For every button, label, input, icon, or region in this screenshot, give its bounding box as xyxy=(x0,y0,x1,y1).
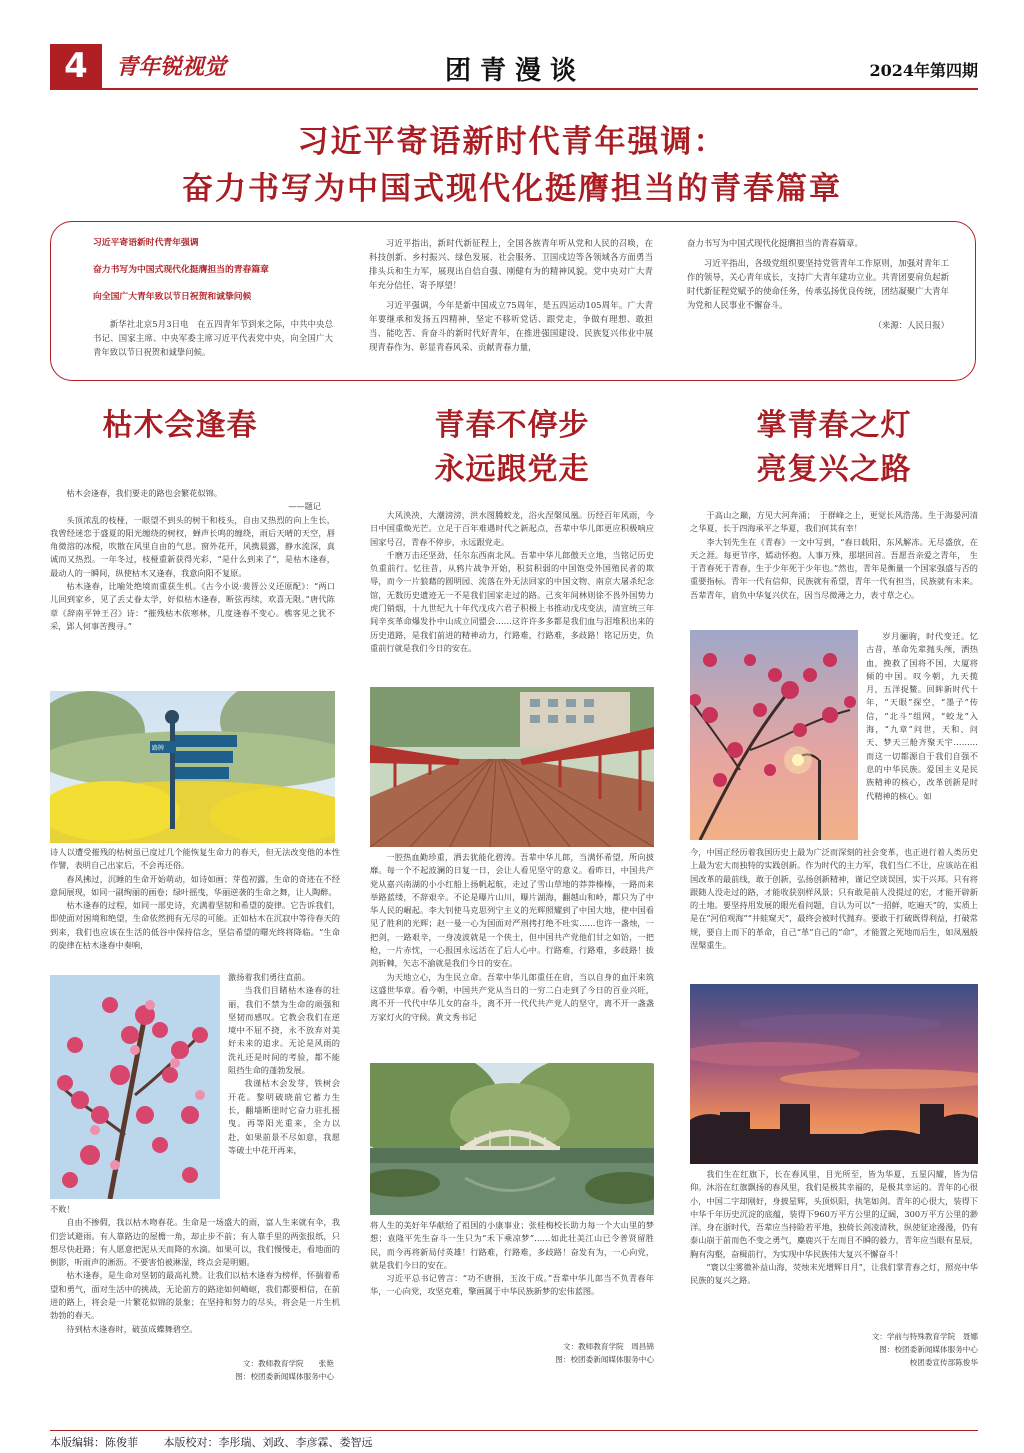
col1-paragraph: 我谨枯木会发芽，铁树会开花。黎明破晓前它蓄力生长，翻墙断崖时它奋力驻扎摇曳。再等阳光重来，全力以赴，如果前景不尽如意，我愿等破土中花开再来， xyxy=(228,1078,340,1155)
col1-photo-blossoms xyxy=(50,975,220,1199)
col1-credit-text: 文：教师教育学院 张艳 xyxy=(242,1359,334,1368)
col2-photo-boardwalk xyxy=(370,687,654,847)
col2-photo-bridge xyxy=(370,1063,654,1215)
summary-red-title-3: 向全国广大青年致以节日祝贺和诚挚问候 xyxy=(93,292,252,302)
col1-epigraph-sign: ——题记 xyxy=(288,501,321,512)
summary-paragraph: 习近平指出，各级党组织要坚持党管青年工作原则，加强对青年工作的领导，关心青年成长，支持广大青年建功立业。共青团要肩负起新时代新征程党赋予的使命任务，传承弘扬优良传统，团结凝聚广大青年为党和人民事业不懈奋斗。 xyxy=(687,258,949,310)
bridge-pond-image xyxy=(370,1063,654,1215)
col1-paragraph: 枯木逢春的过程，如同一部史诗，充满着坚韧和希望的旋律。它告诉我们，即使面对困境和绝望，生命依然拥有无尽的可能。正如枯木在沉寂中等待春天的到来，我们也应该在生活的低谷中保持信念，坚信希望的曙光终将降临。“生命的旋律在枯木逢春中奏响， xyxy=(50,900,340,951)
col3-credit-photo-2: 校团委宣传部陈俊华 xyxy=(909,1358,978,1367)
col1-paragraph: 头顶浓乱的枝桠，一眼望不到头的树干和枝头，自由又热烈的向上生长，我曾经迷恋于盛夏的阳光缠绕的树杈，蝉声长鸣的缠绕，雨后天晴的天空，唇角微溶的冰棍，吹散在风里自由的气息。窗外花开，风携晨露，静水流深，真诚而又热烈。一年冬过，枝桠重新获得光彩，“是什么到来了”，是枯木逢春，最动人的一瞬间，纵使枯木又逢春，我意向阳不复原。 xyxy=(50,514,335,578)
col1-paragraph: 激扬着我们勇往直前。 xyxy=(228,972,310,982)
footer-proofread: 本版校对：李彤瑞、刘政、李彦霖、娄智远 xyxy=(163,1436,373,1449)
col2-paragraph: 习近平总书记曾言：“功不唐捐，玉汝于成。”吾辈中华儿郎当不负青春年华，一心向党，攻坚克难，擎画属于中华民族新梦的宏伟蓝图。 xyxy=(370,1273,654,1297)
col3-title-1: 掌青春之灯 xyxy=(756,408,912,443)
col3-credits xyxy=(760,1330,978,1369)
col2-credits xyxy=(440,1340,654,1366)
col3-photo-lamp xyxy=(690,630,858,840)
col1-paragraph: 自由不掺假，我以枯木吻春花。生命是一场盛大的雨，富人生来就有伞，我们尝试避雨。有人靠路边的屋檐一角，却止步不前；有人靠手里的两张报纸，只想尽快赶路；有人愿意把泥从天而降的水滴。如果可以，我们慢慢走，看地面的倒影，听雨声的淅沥。不要害怕被淋湿，终点会是明媚。 xyxy=(50,1217,340,1268)
col2-paragraph: 一腔热血勤珍重，洒去犹能化碧涛。吾辈中华儿郎，当满怀希望，所向披靡。每一个不起波澜的日复一日，会让人看见坚守的意义。看昨日，中国共产党从嘉兴南湖的小小红船上扬帆起航，走过了雪山草地的莽莽榛榛，一路而来举路蓝缕，不辞艰辛。不论是曝片山川，曝片湖海，翻越山和岭，都只为了中华人民的崛起。李大钊使马克思列宁主义的光辉照耀到了中国大地，使中国看见了胜利的光辉；赵一曼一心为国面对严刑拷打绝不吐实……也许一盏烛，一把剑，一路艰辛，一身凌波就是一个侠士，但中国共产党他们甘之如饴，一把枪，一片赤忱，一心报国永远活在了后人心中。行路难，行路难，多歧路！拔剑斩棘，矢志不渝就是我们今日的安在。 xyxy=(370,852,654,969)
col1-paragraph: 春风拂过，沉睡的生命开始萌动，如诗如画；芽苞初露，生命的奇迹在不经意间展现，如同一副绚丽的画卷；绿叶摇曳，华丽逆袭的生命之舞，让人陶醉。 xyxy=(50,873,340,897)
col1-epigraph: 枯木会逢春，我们要走的路也会繁花似锦。 xyxy=(66,488,222,498)
page-header xyxy=(50,44,978,90)
col3-paragraph: 我们生在红旗下，长在春风里，目光所至，皆为华夏，五星闪耀，皆为信仰。沐浴在红旗飘扬的春风里，我们是极其幸福的，是极其幸运的。青年的心很小，中国二字却刚好，身披星辉，头顶炽阳，执笔如剑。青年的心很大，装得下中华千年历史沉淀的底蕴，装得下960万平方公里的辽阔，300万平方公里的渺洋。身在浙时代，吾辈应当持险若平地，独倚长剑凌清秋，纵使征途漫漫，仍有泰山崩于前而色不变之勇气，麋鹿兴于左而目不瞬的毅力，青年应当眼有星辰，胸有沟壑，奋楫前行，为实现中华民族伟大复兴不懈奋斗！ xyxy=(690,1169,978,1259)
summary-col-1 xyxy=(93,236,333,365)
col2-paragraph: 千磨万击还坚劲，任尔东西南北风。吾辈中华儿郎傲天立地，当铭记历史负重前行。忆往昔，从鸦片战争开始，积贫积弱的中国饱受外国殖民者的欺辱，而今一片狼藉的圆明园、流落在外无法回家的中国文物、南京大屠杀纪念馆，无数历史遗迹无一不是我们国家走过的路。己亥年间林则徐不畏外国势力虎门销烟，十九世纪九十年代戊戌六君子积极上书推动戊戌变法，清宣统三年间辛亥革命爆发扑中山成立同盟会……这许许多多都是我们血与泪堆积出来的历史道路，是我们前进的精神动力，行路难，行路难，多歧路！铭记历史，负重前行就是我们今日的安在。 xyxy=(370,549,654,653)
col1-text-top xyxy=(50,487,335,687)
col1-paragraph: 枯木逢春，比喻处绝境而重获生机。《古今小说·裴晋公义还原配》：“两口儿回到家乡，见了丢丈眷太学，好似枯木逢春，断弦再续，欢喜无限。”唐代陈章《辞南平钟王召》诗：“摧残枯木依寒林，几度逢春不变心。樵客见之犹不采，郢人何事苦搜寻。” xyxy=(50,581,335,631)
boardwalk-image xyxy=(370,687,654,847)
col3-credit-photo: 图：校团委新闻媒体服务中心 xyxy=(879,1345,978,1354)
col2-title-1: 青春不停步 xyxy=(434,408,590,443)
col1-paragraph: 待到枯木逢春时，破茧成蝶舞碧空。 xyxy=(66,1323,198,1334)
summary-paragraph: 奋力书写为中国式现代化挺膺担当的青春篇章。 xyxy=(687,238,863,248)
issue-label: 2024年第四期 xyxy=(869,61,978,80)
pink-blossom-image xyxy=(50,975,220,1199)
col2-text-mid xyxy=(370,851,654,1061)
col2-title-2: 永远跟党走 xyxy=(434,452,590,487)
col2-credit-photo: 图：校团委新闻媒体服务中心 xyxy=(555,1355,654,1364)
col1-text-mid xyxy=(50,846,340,972)
col1-paragraph: 枯木逢春，是生命对坚韧的最高礼赞。让我们以枯木逢春为榜样，怀揣着希望和勇气，面对生活中的挑战，无论前方的路途如何崎岖，我们都要相信，在前进的路上，将会是一片繁花似锦的景象；在坚持和努力的尽头，将会是一片生机勃勃的春天。 xyxy=(50,1270,340,1321)
col3-paragraph: “寰以尘雾微补益山海，荧烛末光增辉日月”，让我们掌青春之灯，照亮中华民族的复兴之路。 xyxy=(690,1262,978,1286)
col2-paragraph: 大风泱泱，大潮滂滂，洪水图腾蛟龙，浴火涅槃凤凰。历经百年风雨，今日中国重焕光芒。立足于百年难遇时代之新起点，吾辈中华儿郎更应积极响应国家号召，青春不停步，永远跟党走。 xyxy=(370,510,654,547)
section-title: 团青漫谈 xyxy=(445,56,586,86)
col2-paragraph: 为天地立心，为生民立命。吾辈中华儿郎重任在肩，当以自身的血汗来筑这盛世华章。看今朝，中国共产党从当日的一穷二白走到了今日的百业兴旺，离不开一代代中华儿女的奋斗，离不开一代代共产党人的坚守，离不开一盏盏万家灯火的守候。黄文秀书记 xyxy=(370,971,654,1022)
col3-photo-sunset xyxy=(690,984,978,1164)
col1-text-side xyxy=(228,971,340,1199)
summary-col-2 xyxy=(369,236,653,360)
col2-text-top xyxy=(370,509,654,681)
col1-title: 枯木会逢春 xyxy=(102,408,258,443)
page-footer xyxy=(50,1430,978,1450)
summary-box xyxy=(50,221,976,381)
col1-text-bottom xyxy=(50,1203,340,1351)
sunset-lamp-image xyxy=(690,630,858,840)
col2-credit-text: 文：教师教育学院 周昌锦 xyxy=(562,1342,654,1351)
summary-red-title-1: 习近平寄语新时代青年强调 xyxy=(93,238,199,248)
summary-paragraph: 新华社北京5月3日电 在五四青年节到来之际，中共中央总书记、国家主席、中央军委主席习近平代表党中央，向全国广大青年致以节日祝贺和诚挚问候。 xyxy=(93,319,333,357)
col3-title-2: 亮复兴之路 xyxy=(756,452,912,487)
brand-logo: 青年锐视觉 xyxy=(116,54,227,80)
col1-paragraph: 不败！ xyxy=(50,1204,75,1214)
col2-text-bottom xyxy=(370,1219,654,1337)
col1-credit-photo: 图：校团委新闻媒体服务中心 xyxy=(235,1372,334,1381)
campus-sunset-image xyxy=(690,984,978,1164)
headline-line-1: 习近平寄语新时代青年强调： xyxy=(297,124,727,160)
summary-red-title-2: 奋力书写为中国式现代化挺膺担当的青春篇章 xyxy=(93,265,269,275)
summary-source: （来源：人民日报） xyxy=(873,320,949,330)
page-number: 4 xyxy=(50,44,102,88)
col3-paragraph: 于高山之巅，方见大河奔涌； 于群峰之上，更觉长风浩荡。生于海晏河清之华夏，长于四海承平之华夏，我们何其有幸！ xyxy=(690,510,978,534)
col3-text-side xyxy=(866,630,978,846)
col3-text-bottom xyxy=(690,1168,978,1328)
col3-paragraph: 今，中国正经历着我国历史上最为广泛而深刻的社会变革，也正进行着人类历史上最为宏大而独特的实践创新。作为时代的主力军，我们当仁不让，应该站在祖国改革的最前线，敢于创新，弘扬创新精神，谨记空谈误国，实干兴邦。只有将跟随人没走过的路，才能收获别样风景；只有敢是前人没提过的宏，才能开辟新的土地。要坚持用发展的眼光看问题，自认为可以“一招鲜，吃遍天”的，实质上是在“河伯观海”“井蛙窥天”，最终会被时代抛弃。要敢于打破既得利益，打破常规，要自上而下的革命，自己“革”自己的“命”，才能置之死地而后生，如凤凰般涅槃重生。 xyxy=(690,847,978,951)
summary-paragraph: 习近平指出，新时代新征程上，全国各族青年听从党和人民的召唤，在科技创新、乡村振兴、绿色发展、社会服务、卫国戍边等各领域各方面勇当排头兵和生力军，展现出自信自强、刚健有为的精神风貌。党中央对广大青年充分信任、寄予厚望！ xyxy=(369,238,653,290)
footer-editor: 本版编辑：陈俊菲 xyxy=(50,1436,138,1449)
flowers-signpost-image xyxy=(50,691,335,843)
col1-paragraph: 当我们目睹枯木逢春的壮丽，我们不禁为生命的顽强和坚韧而感叹。它教会我们在逆境中不屈不挠，永不放弃对美好未来的追求。无论是风雨的洗礼还是时间的考验，都不能阻挡生命的蓬勃发展。 xyxy=(228,985,340,1076)
col3-text-top xyxy=(690,509,978,627)
col2-paragraph: 将人生的美好年华献给了祖国的小康事业；张桂梅校长助力每一个大山里的梦想；袁隆平先生奋斗一生只为“禾下乘凉梦”……如此壮美江山已令普贤留胜民，而今再将新局付英雄！行路难，行路难，多歧路！奋发有为，一心向党，就是我们今日的安在。 xyxy=(370,1220,654,1270)
col3-credit-text: 文：学前与特殊教育学院 聂娜 xyxy=(871,1332,978,1341)
col1-paragraph: 诗人以遭受摧残的枯树虽已度过几个能恢复生命力的春天，但无法改变他的本性作譬，表明自己出家后，不会再还俗。 xyxy=(50,847,340,871)
col3-text-mid xyxy=(690,846,978,980)
col1-credits xyxy=(120,1357,334,1383)
sign-text: 路牌 xyxy=(152,745,165,752)
col1-photo-flowers xyxy=(50,691,335,843)
headline-line-2: 奋力书写为中国式现代化挺膺担当的青春篇章 xyxy=(182,171,842,207)
summary-col-3 xyxy=(687,236,949,338)
col3-paragraph: 李大钊先生在《青春》一文中写到，“春日载阳，东风解冻。无尽盛放，在天之涯。每更节序，嫣动怀抱。人事万殊，那堪回首。吾愿吾亲爱之青年， 生于青春死于青春，生于少年死于少年也。”然也，青年是衡量一个国家强盛与否的重要指标。青年一代有信仰，民族就有希望，青年一代有担当，民族就有未来。吾辈青年，肩负中华复兴伏在，因当尽微薄之力，表寸草之心。 xyxy=(690,536,978,600)
col3-paragraph: 岁月骊驹，时代变迁。忆古昔，革命先辈抛头颅，洒热血，挽救了国将不国，大厦将倾的中国。叹今朝，九天揽月，五洋捉鳖。回眸新时代十年，“天眼”探空，“墨子”传信，“北斗”组网，“蛟龙”入海，“九章”问世，天和、问天、梦天三舱齐聚天宇………而这一切都源自于我们自强不息的中华民族。爱国主义是民族精神的核心，改革创新是时代精神的核心。如 xyxy=(866,631,978,801)
summary-paragraph: 习近平强调，今年是新中国成立75周年，是五四运动105周年。广大青年要继承和发扬五四精神，坚定不移听党话、跟党走，争做有理想、敢担当、能吃苦、肯奋斗的新时代好青年，在推进强国建设、民族复兴伟业中展现青春作为、彰显青春风采、贡献青春力量， xyxy=(369,300,653,352)
